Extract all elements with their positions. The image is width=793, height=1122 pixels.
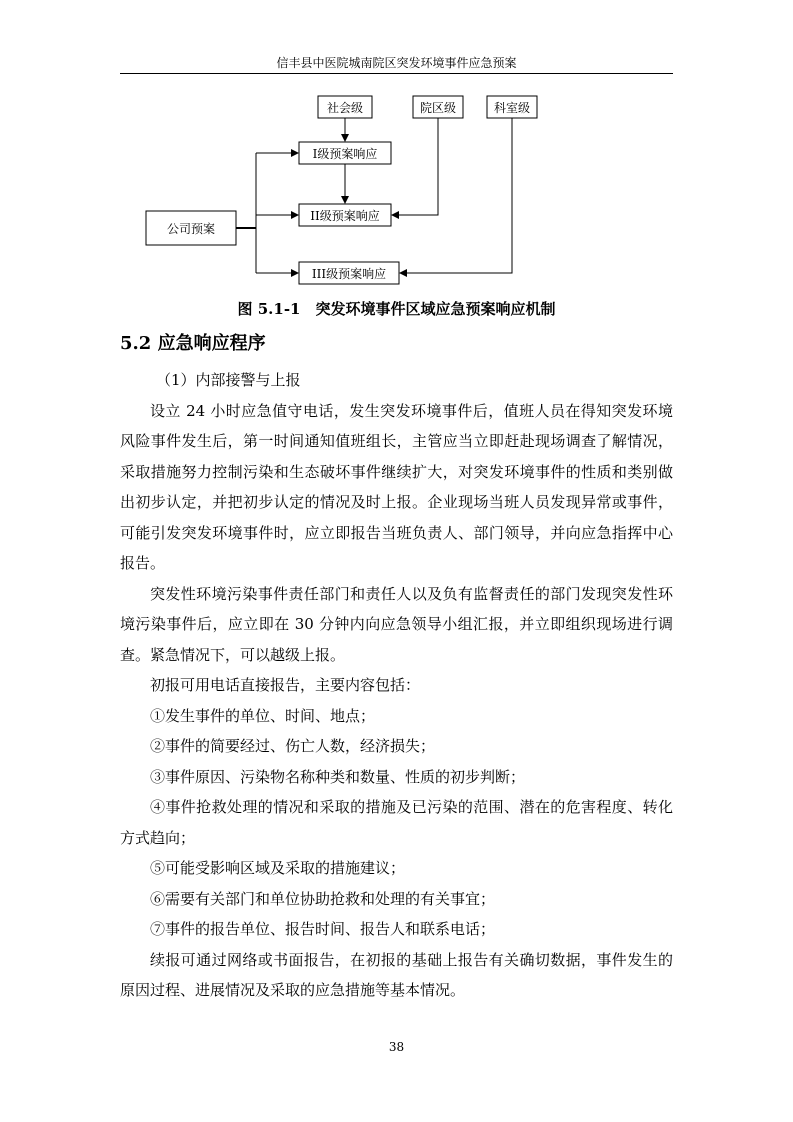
figure-caption: 图 5.1-1 突发环境事件区域应急预案响应机制 bbox=[237, 300, 556, 318]
arrow-department-to-level3 bbox=[400, 118, 512, 273]
box-department bbox=[487, 96, 537, 118]
paragraph: 初报可用电话直接报告，主要内容包括： bbox=[150, 676, 421, 694]
arrow-hospital-to-level2 bbox=[392, 118, 438, 215]
box-department-label: 科室级 bbox=[493, 101, 531, 115]
page-number: 38 bbox=[388, 1040, 405, 1054]
list-item: ⑥需要有关部门和单位协助抢救和处理的有关事宜； bbox=[150, 889, 496, 908]
box-level2 bbox=[299, 204, 391, 226]
paragraph: 续报可通过网络或书面报告，在初报的基础上报告有关确切数据，事件发生的原因过程、进展情况及采取的应急措施等基本情况。 bbox=[120, 950, 673, 999]
body-text bbox=[120, 365, 673, 1006]
list-item: ④事件抢救处理的情况和采取的措施及已污染的范围、潜在的危害程度、转化方式趋向； bbox=[120, 798, 673, 847]
page-header: 信丰县中医院城南院区突发环境事件应急预案 bbox=[276, 56, 517, 70]
box-level3 bbox=[299, 262, 399, 284]
box-hospital bbox=[413, 96, 463, 118]
box-level3-label: III级预案响应 bbox=[311, 267, 387, 281]
box-level2-label: II级预案响应 bbox=[310, 209, 380, 223]
response-mechanism-diagram bbox=[0, 0, 793, 300]
list-item: ⑦事件的报告单位、报告时间、报告人和联系电话； bbox=[150, 920, 496, 938]
box-level1 bbox=[299, 142, 391, 164]
list-item: ①发生事件的单位、时间、地点； bbox=[150, 706, 376, 725]
box-company bbox=[146, 211, 236, 245]
list-item: ③事件原因、污染物名称种类和数量、性质的初步判断； bbox=[150, 767, 526, 786]
box-society-label: 社会级 bbox=[326, 101, 364, 115]
box-level1-label: I级预案响应 bbox=[312, 147, 378, 161]
paragraph: （1）内部接警与上报 bbox=[156, 371, 301, 389]
paragraph: 突发性环境污染事件责任部门和责任人以及负有监督责任的部门发现突发性环境污染事件后，应立即在 30 分钟内向应急领导小组汇报，并立即组织现场进行调查。紧急情况下，可以越级上报。 bbox=[120, 584, 673, 664]
list-item: ②事件的简要经过、伤亡人数，经济损失； bbox=[150, 737, 436, 755]
list-item: ⑤可能受影响区域及采取的措施建议； bbox=[150, 859, 406, 877]
box-society bbox=[318, 96, 372, 118]
paragraph: 设立 24 小时应急值守电话，发生突发环境事件后，值班人员在得知突发环境风险事件发生后，第一时间通知值班组长，主管应当立即赶赴现场调查了解情况，采取措施努力控制污染和生态破坏事件继续扩大，对突发环境事件的性质和类别做出初步认定，并把初步认定的情况及时上报。企业现场当班人员发现异常或事件，可能引发突发环境事件时，应立即报告当班负责人、部门领导，并向应急指挥中心报告。 bbox=[120, 401, 673, 572]
box-hospital-label: 院区级 bbox=[419, 101, 457, 115]
section-title: 5.2 应急响应程序 bbox=[120, 333, 266, 354]
box-company-label: 公司预案 bbox=[166, 222, 216, 236]
